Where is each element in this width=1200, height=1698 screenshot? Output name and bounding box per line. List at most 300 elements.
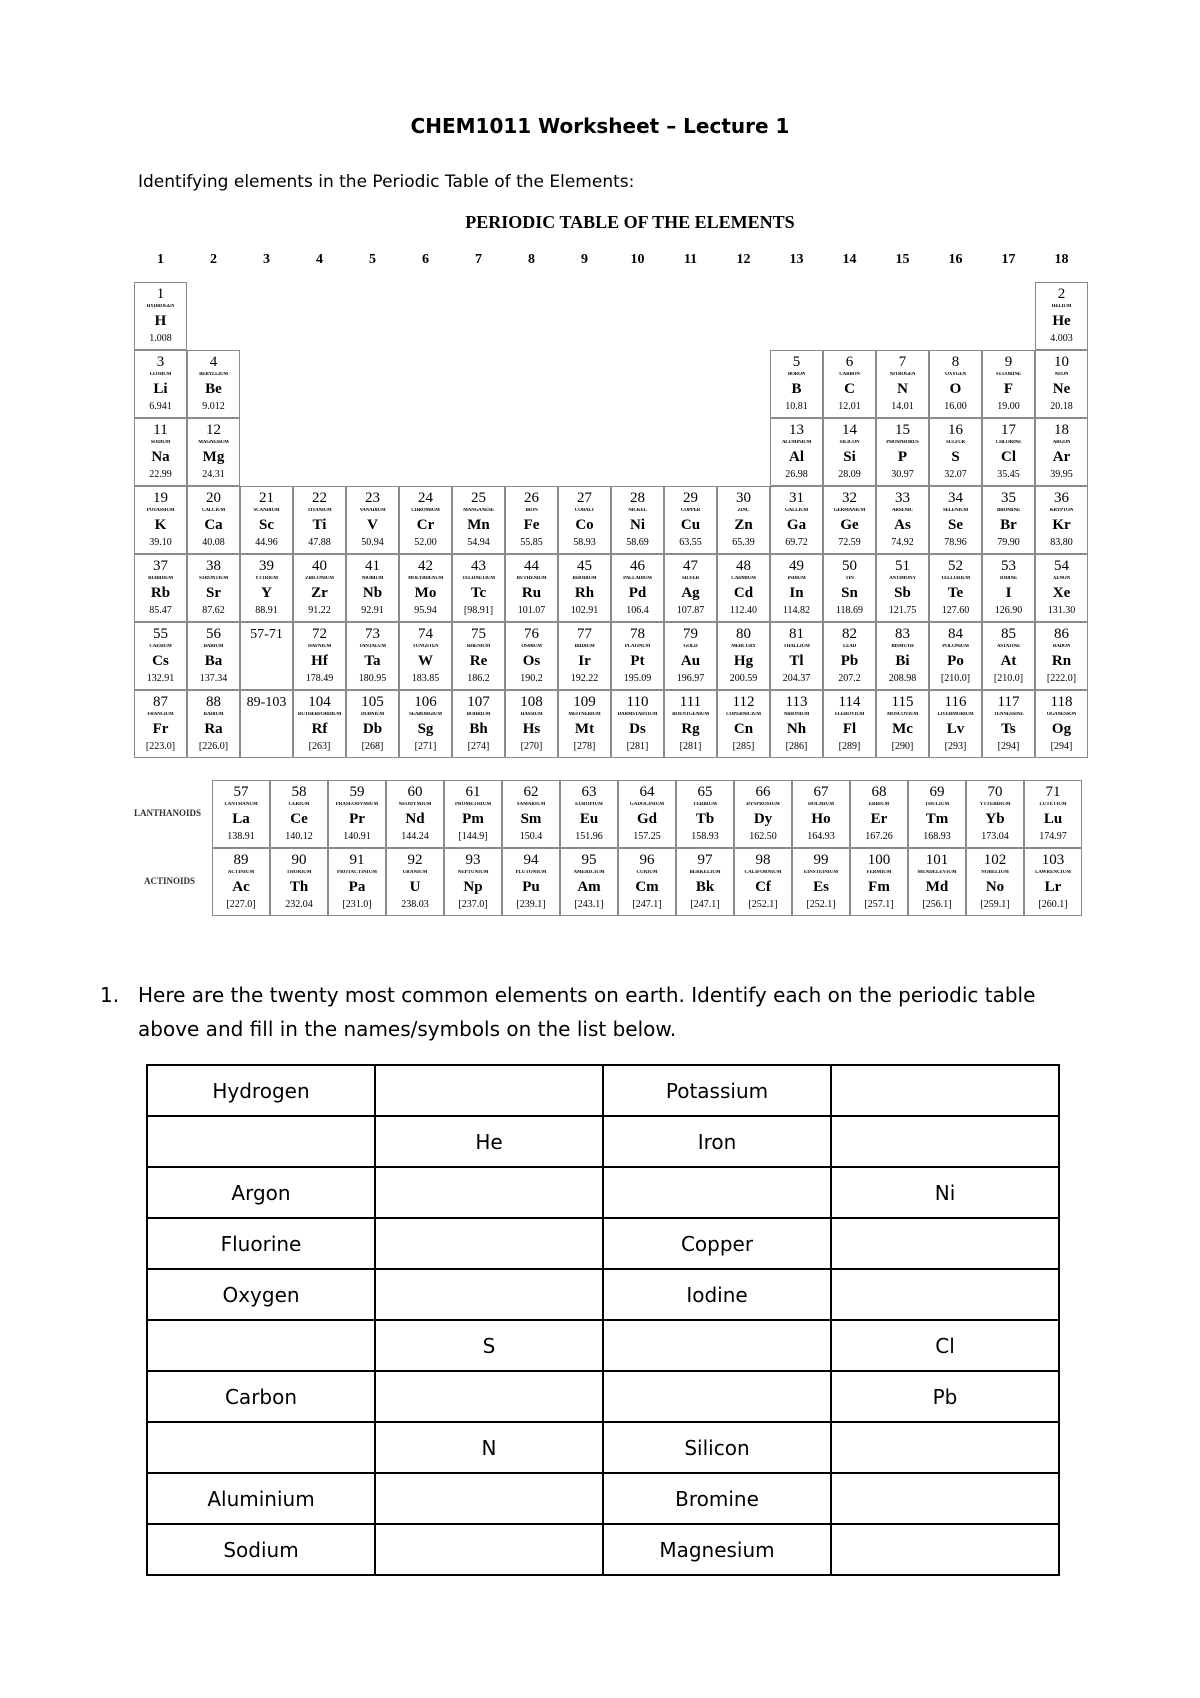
element-cell-al <box>770 418 823 486</box>
element-mass: 195.09 <box>623 673 652 684</box>
table-row <box>147 1269 1059 1320</box>
element-mass: [237.0] <box>458 899 488 910</box>
element-sym: No <box>985 879 1005 895</box>
range-label: 89-103 <box>246 695 287 710</box>
answer-cell: Cl <box>831 1320 1059 1371</box>
element-num: 7 <box>898 354 907 370</box>
element-num: 116 <box>944 694 967 710</box>
element-name: NICKEL <box>628 508 647 513</box>
answer-cell: Hydrogen <box>147 1065 375 1116</box>
element-num: 112 <box>732 694 755 710</box>
element-mass: 200.59 <box>729 673 758 684</box>
element-cell-rh <box>558 554 611 622</box>
element-name: PRASEODYMIUM <box>335 802 379 807</box>
element-cell-cf <box>734 848 792 916</box>
element-cell-lv <box>929 690 982 758</box>
element-name: NEODYMIUM <box>398 802 432 807</box>
element-num: 38 <box>206 558 221 574</box>
element-name: AMERICIUM <box>573 870 605 875</box>
element-num: 51 <box>895 558 910 574</box>
element-name: XENON <box>1052 576 1071 581</box>
element-cell-sm <box>502 780 560 848</box>
element-cell-pt <box>611 622 664 690</box>
element-cell-te <box>929 554 982 622</box>
group-number: 2 <box>210 252 217 267</box>
element-num: 110 <box>626 694 649 710</box>
element-sym: W <box>418 653 433 669</box>
element-mass: 144.24 <box>401 831 429 842</box>
element-sym: Bk <box>695 879 715 895</box>
element-cell-ti <box>293 486 346 554</box>
element-name: RHENIUM <box>466 644 491 649</box>
table-row <box>147 1116 1059 1167</box>
element-name: POLONIUM <box>942 644 969 649</box>
element-sym: Bi <box>895 653 910 669</box>
answer-cell: Fluorine <box>147 1218 375 1269</box>
element-num: 19 <box>153 490 168 506</box>
element-sym: Zn <box>734 517 753 533</box>
element-num: 32 <box>842 490 857 506</box>
element-cell-mg <box>187 418 240 486</box>
group-number: 16 <box>948 252 963 267</box>
element-name: MERCURY <box>731 644 756 649</box>
element-cell-es <box>792 848 850 916</box>
question-text: Here are the twenty most common elements on earth. Identify each on the periodic table above and fill in the names/symbols on the list below. <box>138 983 1036 1041</box>
element-cell-nb <box>346 554 399 622</box>
element-name: TELLURIUM <box>940 576 971 581</box>
element-sym: Co <box>575 517 594 533</box>
element-mass: 32.07 <box>944 469 967 480</box>
element-sym: F <box>1003 381 1014 397</box>
element-cell-sc <box>240 486 293 554</box>
element-cell-sb <box>876 554 929 622</box>
element-name: ZIRCONIUM <box>305 576 334 581</box>
element-name: SCANDIUM <box>253 508 280 513</box>
element-mass: 91.22 <box>308 605 331 616</box>
element-mass: 35.45 <box>997 469 1020 480</box>
element-name: RADIUM <box>203 712 224 717</box>
element-cell-po <box>929 622 982 690</box>
element-mass: 72.59 <box>838 537 861 548</box>
element-sym: Al <box>789 449 804 465</box>
element-name: PLATINUM <box>624 644 651 649</box>
element-sym: Pt <box>630 653 645 669</box>
element-num: 48 <box>736 558 751 574</box>
element-num: 23 <box>365 490 380 506</box>
element-cell-am <box>560 848 618 916</box>
element-cell-w <box>399 622 452 690</box>
group-number: 1 <box>157 252 164 267</box>
element-cell-p <box>876 418 929 486</box>
element-mass: 52.00 <box>414 537 437 548</box>
answer-cell: Aluminium <box>147 1473 375 1524</box>
element-sym: Cr <box>416 517 435 533</box>
element-sym: Fm <box>868 879 890 895</box>
group-number: 17 <box>1001 252 1016 267</box>
element-cell-ru <box>505 554 558 622</box>
element-mass: [278] <box>573 741 596 752</box>
answer-blank-cell[interactable] <box>831 1116 1059 1167</box>
element-sym: Th <box>289 879 309 895</box>
answer-cell: He <box>375 1116 603 1167</box>
element-num: 96 <box>639 852 655 868</box>
element-cell-sr <box>187 554 240 622</box>
element-sym: Ba <box>204 653 223 669</box>
element-num: 66 <box>755 784 771 800</box>
element-sym: Y <box>261 585 272 601</box>
element-num: 10 <box>1054 354 1069 370</box>
element-num: 92 <box>407 852 423 868</box>
element-name: NEPTUNIUM <box>457 870 489 875</box>
element-sym: Ni <box>630 517 645 533</box>
element-mass: 140.12 <box>285 831 313 842</box>
answer-cell: Sodium <box>147 1524 375 1575</box>
element-cell-ga <box>770 486 823 554</box>
element-num: 57 <box>233 784 249 800</box>
lanthanoids-label: LANTHANOIDS <box>134 808 202 818</box>
element-mass: [247.1] <box>690 899 720 910</box>
group-number: 13 <box>789 252 804 267</box>
element-cell-ir <box>558 622 611 690</box>
element-mass: 6.941 <box>149 401 172 412</box>
element-sym: Og <box>1051 721 1072 737</box>
element-num: 46 <box>630 558 645 574</box>
answer-blank-cell[interactable] <box>831 1473 1059 1524</box>
element-sym: Mo <box>414 585 437 601</box>
answer-blank-cell[interactable] <box>147 1422 375 1473</box>
answer-blank-cell[interactable] <box>147 1320 375 1371</box>
element-name: TUNGSTEN <box>412 644 439 649</box>
answer-cell: Copper <box>603 1218 831 1269</box>
element-cell-pm <box>444 780 502 848</box>
element-mass: 190.2 <box>520 673 543 684</box>
element-sym: Sc <box>259 517 274 533</box>
element-mass: 126.90 <box>994 605 1023 616</box>
element-sym: Ds <box>629 721 646 737</box>
element-mass: 14.01 <box>891 401 914 412</box>
element-name: ZINC <box>737 508 750 513</box>
element-name: PROMETHIUM <box>454 802 492 807</box>
element-sym: O <box>949 381 962 397</box>
element-name: BERYLLIUM <box>199 372 228 377</box>
element-name: FERMIUM <box>866 870 892 875</box>
element-sym: Ho <box>811 811 831 827</box>
element-sym: Tb <box>695 811 715 827</box>
element-name: IRIDIUM <box>574 644 595 649</box>
element-cell-xe <box>1035 554 1088 622</box>
group-number: 3 <box>263 252 270 267</box>
element-cell-be <box>187 350 240 418</box>
element-sym: Ru <box>521 585 542 601</box>
element-cell-bk <box>676 848 734 916</box>
element-name: THULIUM <box>924 802 950 807</box>
element-cell-tb <box>676 780 734 848</box>
element-num: 115 <box>891 694 914 710</box>
answer-blank-cell[interactable] <box>375 1524 603 1575</box>
element-sym: Na <box>151 449 170 465</box>
element-mass: [274] <box>467 741 490 752</box>
element-cell-ta <box>346 622 399 690</box>
element-name: GADOLINIUM <box>629 802 665 807</box>
element-mass: 114.82 <box>782 605 811 616</box>
element-sym: Rb <box>150 585 171 601</box>
element-mass: 50.94 <box>361 537 384 548</box>
element-num: 97 <box>697 852 713 868</box>
answer-blank-cell[interactable] <box>603 1320 831 1371</box>
table-row <box>147 1422 1059 1473</box>
element-cell-rg <box>664 690 717 758</box>
answer-blank-cell[interactable] <box>603 1371 831 1422</box>
element-mass: 174.97 <box>1039 831 1067 842</box>
element-name: MEITNERIUM <box>568 712 601 717</box>
element-mass: 85.47 <box>149 605 172 616</box>
element-mass: [243.1] <box>574 899 604 910</box>
element-sym: Tc <box>470 585 487 601</box>
element-sym: La <box>232 811 250 827</box>
element-sym: Nd <box>405 811 425 827</box>
element-mass: 58.93 <box>573 537 596 548</box>
element-mass: 16.00 <box>944 401 967 412</box>
element-mass: [231.0] <box>342 899 372 910</box>
answer-blank-cell[interactable] <box>831 1269 1059 1320</box>
element-name: LEAD <box>842 644 857 649</box>
element-sym: Am <box>577 879 601 895</box>
element-num: 1 <box>156 286 165 302</box>
element-num: 104 <box>308 694 331 710</box>
answer-blank-cell[interactable] <box>375 1218 603 1269</box>
answer-table <box>146 1064 1060 1576</box>
answer-cell: S <box>375 1320 603 1371</box>
element-num: 73 <box>365 626 380 642</box>
element-num: 71 <box>1045 784 1061 800</box>
element-name: IRON <box>525 508 538 513</box>
element-sym: Md <box>925 879 949 895</box>
element-mass: 158.93 <box>691 831 719 842</box>
element-cell-la <box>212 780 270 848</box>
element-sym: Gd <box>636 811 657 827</box>
element-num: 54 <box>1054 558 1069 574</box>
element-num: 3 <box>156 354 165 370</box>
element-cell-i <box>982 554 1035 622</box>
intro-text: Identifying elements in the Periodic Table of the Elements: <box>138 172 635 192</box>
element-num: 58 <box>291 784 307 800</box>
element-name: MAGNESIUM <box>198 440 229 445</box>
element-name: COPPER <box>680 508 701 513</box>
element-mass: 58.69 <box>626 537 649 548</box>
element-sym: Cm <box>635 879 659 895</box>
element-cell-pb <box>823 622 876 690</box>
element-sym: Rh <box>574 585 595 601</box>
element-cell-er <box>850 780 908 848</box>
element-mass: 127.60 <box>941 605 970 616</box>
answer-cell: Magnesium <box>603 1524 831 1575</box>
element-sym: N <box>897 381 908 397</box>
element-num: 67 <box>813 784 829 800</box>
answer-cell: Argon <box>147 1167 375 1218</box>
element-mass: 55.85 <box>520 537 543 548</box>
element-sym: Se <box>948 517 963 533</box>
element-cell-eu <box>560 780 618 848</box>
element-sym: Ge <box>840 517 859 533</box>
element-cell-mn <box>452 486 505 554</box>
element-num: 99 <box>813 852 829 868</box>
element-cell-h <box>134 282 187 350</box>
element-name: LITHIUM <box>149 372 172 377</box>
element-num: 17 <box>1001 422 1016 438</box>
table-row <box>147 1218 1059 1269</box>
element-name: CALIFORNIUM <box>744 870 782 875</box>
element-sym: Pm <box>462 811 484 827</box>
element-sym: Sg <box>417 721 434 737</box>
element-mass: [294] <box>1050 741 1073 752</box>
element-mass: 162.50 <box>749 831 777 842</box>
answer-blank-cell[interactable] <box>375 1269 603 1320</box>
element-name: BORON <box>787 372 806 377</box>
element-name: YTTERBIUM <box>979 802 1011 807</box>
group-number: 6 <box>422 252 429 267</box>
element-name: DUBNIUM <box>360 712 385 717</box>
element-sym: V <box>367 517 378 533</box>
element-sym: Tl <box>789 653 804 669</box>
element-name: NIOBIUM <box>361 576 384 581</box>
element-name: PHOSPHORUS <box>886 440 919 445</box>
element-cell-he <box>1035 282 1088 350</box>
element-sym: Ar <box>1052 449 1071 465</box>
element-name: BOHRIUM <box>466 712 491 717</box>
element-mass: 22.99 <box>149 469 172 480</box>
element-name: ANTIMONY <box>889 576 916 581</box>
answer-blank-cell[interactable] <box>375 1167 603 1218</box>
element-name: IODINE <box>999 576 1018 581</box>
element-num: 37 <box>153 558 168 574</box>
element-cell-ho <box>792 780 850 848</box>
range-label: 57-71 <box>250 627 283 642</box>
element-mass: [294] <box>997 741 1020 752</box>
element-sym: Br <box>1000 517 1017 533</box>
element-num: 62 <box>523 784 539 800</box>
answer-cell: Silicon <box>603 1422 831 1473</box>
element-name: TANTALUM <box>359 644 386 649</box>
element-num: 42 <box>418 558 433 574</box>
answer-blank-cell[interactable] <box>375 1371 603 1422</box>
element-num: 107 <box>467 694 490 710</box>
element-num: 113 <box>785 694 808 710</box>
element-sym: Sb <box>894 585 911 601</box>
table-row <box>147 1167 1059 1218</box>
element-sym: Au <box>680 653 701 669</box>
answer-blank-cell[interactable] <box>375 1065 603 1116</box>
element-mass: [257.1] <box>864 899 894 910</box>
element-cell-bh <box>452 690 505 758</box>
element-sym: C <box>844 381 855 397</box>
answer-blank-cell[interactable] <box>831 1218 1059 1269</box>
element-num: 28 <box>630 490 645 506</box>
element-sym: Sn <box>841 585 858 601</box>
element-num: 83 <box>895 626 910 642</box>
element-name: SELENIUM <box>942 508 969 513</box>
element-sym: Mc <box>892 721 913 737</box>
element-mass: 30.97 <box>891 469 914 480</box>
element-num: 68 <box>871 784 887 800</box>
element-name: HASSIUM <box>520 712 543 717</box>
element-cell-rb <box>134 554 187 622</box>
element-cell-yb <box>966 780 1024 848</box>
element-name: PROTACTINIUM <box>337 870 377 875</box>
element-sym: Nb <box>362 585 383 601</box>
answer-blank-cell[interactable] <box>831 1524 1059 1575</box>
element-num: 56 <box>206 626 221 642</box>
element-name: CADMIUM <box>731 576 756 581</box>
element-num: 85 <box>1001 626 1016 642</box>
answer-blank-cell[interactable] <box>831 1422 1059 1473</box>
element-name: CALCIUM <box>201 508 226 513</box>
element-mass: [281] <box>626 741 649 752</box>
element-name: MOLYBDENUM <box>407 576 444 581</box>
element-num: 78 <box>630 626 645 642</box>
element-mass: [286] <box>785 741 808 752</box>
group-number: 8 <box>528 252 535 267</box>
element-sym: Re <box>469 653 488 669</box>
answer-blank-cell[interactable] <box>603 1167 831 1218</box>
element-num: 6 <box>845 354 854 370</box>
element-name: SEABORGIUM <box>409 712 442 717</box>
element-num: 74 <box>418 626 433 642</box>
element-name: MANGANESE <box>463 508 494 513</box>
element-num: 94 <box>523 852 539 868</box>
element-name: TIN <box>845 576 854 581</box>
element-num: 72 <box>312 626 327 642</box>
element-sym: Ce <box>290 811 308 827</box>
element-name: CURIUM <box>636 870 658 875</box>
element-name: FLEROVIUM <box>834 712 865 717</box>
element-name: ASTATINE <box>996 644 1021 649</box>
element-mass: 196.97 <box>676 673 705 684</box>
element-num: 60 <box>407 784 423 800</box>
element-num: 2 <box>1057 286 1066 302</box>
element-num: 12 <box>206 422 221 438</box>
table-row <box>147 1065 1059 1116</box>
element-mass: 178.49 <box>305 673 334 684</box>
element-mass: 157.25 <box>633 831 661 842</box>
element-num: 108 <box>520 694 543 710</box>
element-sym: Ta <box>364 653 381 669</box>
element-num: 35 <box>1001 490 1016 506</box>
element-sym: Db <box>362 721 383 737</box>
element-num: 114 <box>838 694 861 710</box>
element-name: RUBIDIUM <box>148 576 173 581</box>
element-cell-sn <box>823 554 876 622</box>
element-mass: 69.72 <box>785 537 808 548</box>
element-sym: Po <box>947 653 964 669</box>
answer-blank-cell[interactable] <box>831 1065 1059 1116</box>
element-mass: [252.1] <box>748 899 778 910</box>
answer-blank-cell[interactable] <box>375 1473 603 1524</box>
element-sym: Pd <box>628 585 647 601</box>
element-mass: 54.94 <box>467 537 490 548</box>
element-cell-v <box>346 486 399 554</box>
element-sym: Te <box>947 585 964 601</box>
element-name: MOSCOVIUM <box>887 712 918 717</box>
element-mass: 168.93 <box>923 831 951 842</box>
element-sym: Si <box>843 449 856 465</box>
element-num: 43 <box>471 558 486 574</box>
element-mass: 164.93 <box>807 831 835 842</box>
element-sym: Fe <box>523 517 540 533</box>
element-cell-ag <box>664 554 717 622</box>
answer-blank-cell[interactable] <box>147 1116 375 1167</box>
element-name: LAWRENCIUM <box>1035 870 1071 875</box>
element-num: 102 <box>983 852 1007 868</box>
